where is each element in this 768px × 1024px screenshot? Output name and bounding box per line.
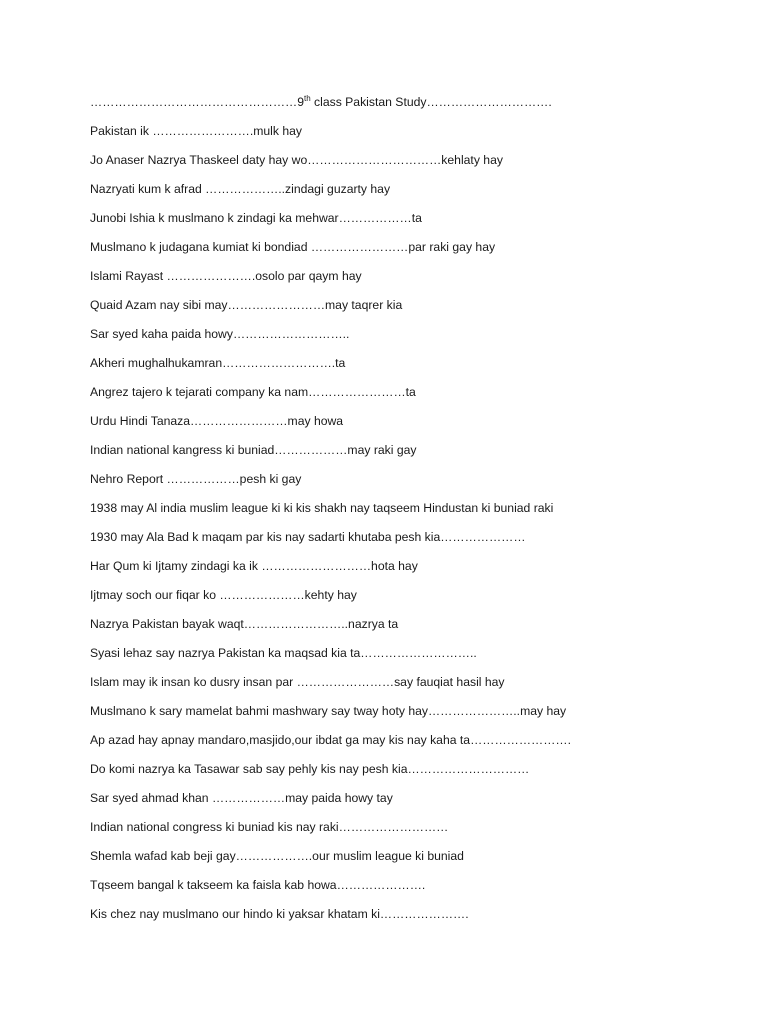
question-line: Akheri mughalhukamran……………………….ta [90,356,346,370]
question-line: Nehro Report ………………pesh ki gay [90,472,302,486]
question-line: Sar syed kaha paida howy……………………….. [90,327,350,341]
question-line: Ijtmay soch our fiqar ko …………………kehty hay [90,588,357,602]
question-line: Angrez tajero k tejarati company ka nam……………………ta [90,385,416,399]
title-suffix: class Pakistan Study…………………………. [310,95,552,109]
question-line: Shemla wafad kab beji gay……………….our muslim league ki buniad [90,849,464,863]
question-line: Syasi lehaz say nazrya Pakistan ka maqsad kia ta……………………….. [90,646,477,660]
document-title [90,92,750,121]
question-line: Junobi Ishia k muslmano k zindagi ka mehwar………………ta [90,211,422,225]
question-line: Islami Rayast ………………….osolo par qaym hay [90,269,362,283]
question-line: Indian national congress ki buniad kis nay raki……………………… [90,820,449,834]
question-line: Indian national kangress ki buniad………………may raki gay [90,443,417,457]
question-line: Nazryati kum k afrad ………………..zindagi guzarty hay [90,182,391,196]
question-line: Do komi nazrya ka Tasawar sab say pehly kis nay pesh kia………………………… [90,762,530,776]
question-line: Tqseem bangal k takseem ka faisla kab howa…………………. [90,878,426,892]
question-line: Kis chez nay muslmano our hindo ki yaksar khatam ki…………………. [90,907,469,921]
question-line: 1938 may Al india muslim league ki ki kis shakh nay taqseem Hindustan ki buniad raki [90,501,554,515]
question-line: Quaid Azam nay sibi may……………………may taqrer kia [90,298,403,312]
question-line: Urdu Hindi Tanaza……………………may howa [90,414,344,428]
question-line: Nazrya Pakistan bayak waqt……………………..nazrya ta [90,617,399,631]
question-line: Muslmano k judagana kumiat ki bondiad ……………………par raki gay hay [90,240,496,254]
title-prefix: ……………………………………………9 [90,95,304,109]
question-line: Islam may ik insan ko dusry insan par ……………………say fauqiat hasil hay [90,675,505,689]
question-line: 1930 may Ala Bad k maqam par kis nay sadarti khutaba pesh kia………………… [90,530,526,544]
question-line: Har Qum ki Ijtamy zindagi ka ik ………………………hota hay [90,559,418,573]
question-list [90,92,750,933]
question-line: Sar syed ahmad khan ………………may paida howy tay [90,791,393,805]
question-line: Ap azad hay apnay mandaro,masjido,our ibdat ga may kis nay kaha ta……………………. [90,733,571,747]
question-line: Pakistan ik …………………….mulk hay [90,124,302,138]
question-line: Muslmano k sary mamelat bahmi mashwary say tway hoty hay…………………..may hay [90,704,567,718]
title-superscript: th [303,93,311,103]
question-line: Jo Anaser Nazrya Thaskeel daty hay wo……………………………kehlaty hay [90,153,503,167]
